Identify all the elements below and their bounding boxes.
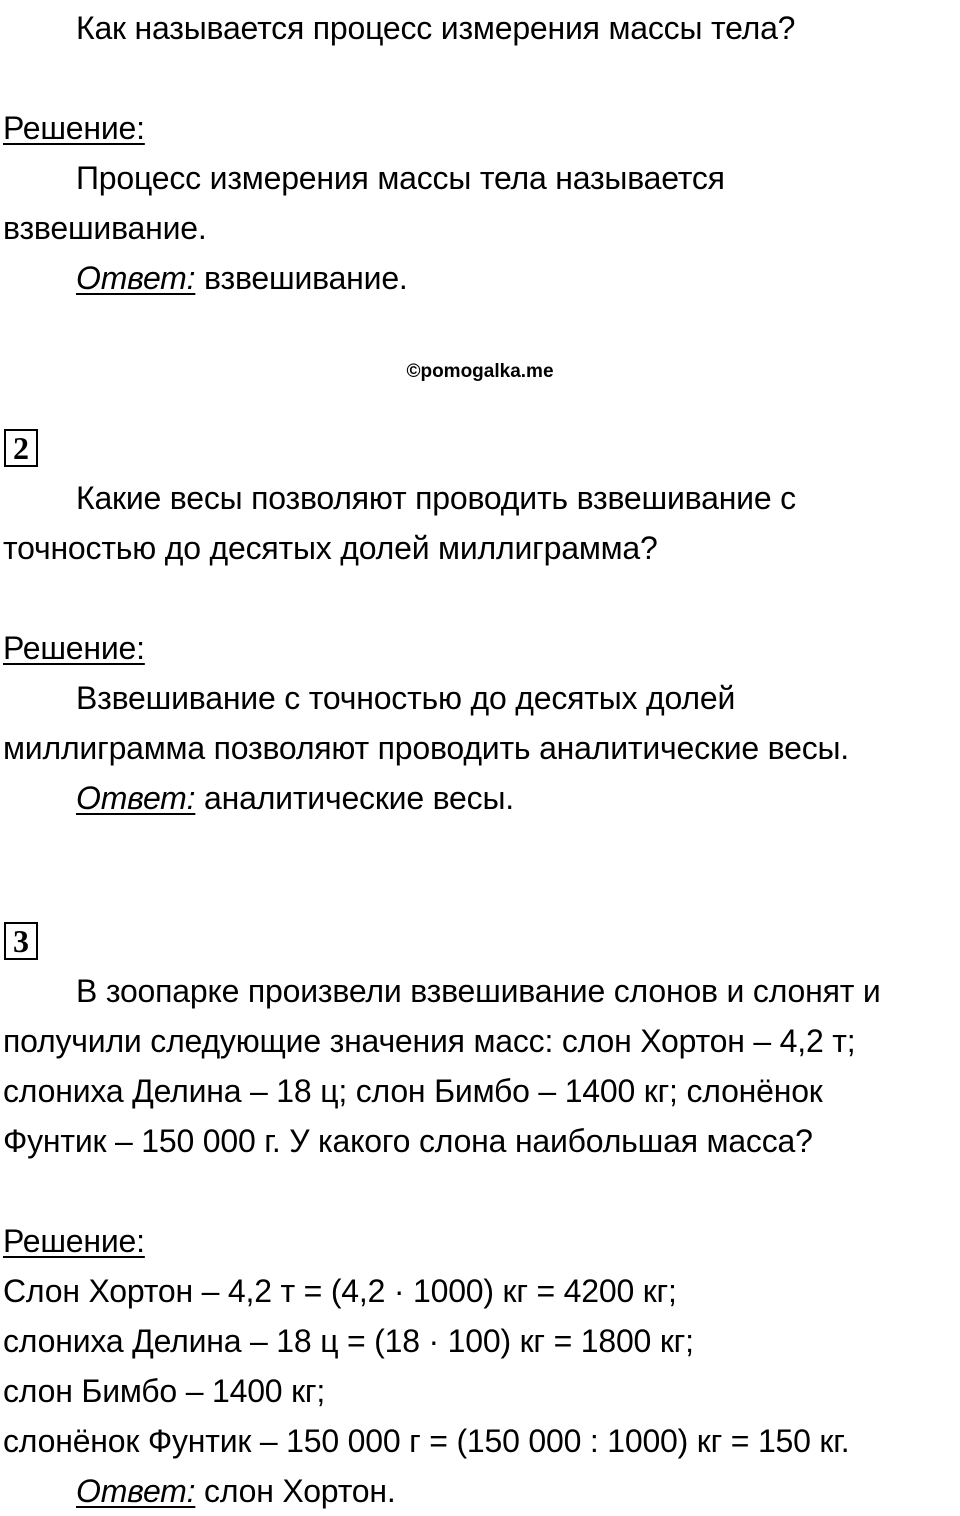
task2-question-line: точностью до десятых долей миллиграмма? bbox=[3, 530, 658, 566]
task3-answer bbox=[76, 1466, 952, 1516]
answer-text: взвешивание. bbox=[195, 260, 408, 296]
task2-question-line: Какие весы позволяют проводить взвешивание с bbox=[76, 480, 796, 516]
task2-answer bbox=[76, 773, 952, 823]
answer-label: Ответ: bbox=[76, 260, 196, 296]
task2-solution-line: миллиграмма позволяют проводить аналитические весы. bbox=[3, 730, 849, 766]
task1-solution-line: Процесс измерения массы тела называется bbox=[76, 160, 725, 196]
task1-solution-line: взвешивание. bbox=[3, 210, 207, 246]
answer-label: Ответ: bbox=[76, 1473, 196, 1509]
task3-solution-line: Слон Хортон – 4,2 т = (4,2 · 1000) кг = 4200 кг; bbox=[3, 1273, 677, 1309]
task1-answer bbox=[76, 253, 952, 303]
task3-solution-line: слонёнок Фунтик – 150 000 г = (150 000 : 1000) кг = 150 кг. bbox=[3, 1423, 850, 1459]
task1-solution-label: Решение: bbox=[3, 110, 145, 146]
answer-label: Ответ: bbox=[76, 780, 196, 816]
task3-question-line: слониха Делина – 18 ц; слон Бимбо – 1400 кг; слонёнок bbox=[3, 1073, 823, 1109]
task3-solution-line: слониха Делина – 18 ц = (18 · 100) кг = 1800 кг; bbox=[3, 1323, 694, 1359]
task3-solution-line: слон Бимбо – 1400 кг; bbox=[3, 1373, 326, 1409]
task3-question-line: Фунтик – 150 000 г. У какого слона наибольшая масса? bbox=[3, 1123, 813, 1159]
answer-text: аналитические весы. bbox=[195, 780, 514, 816]
task3-number-box: 3 bbox=[4, 922, 38, 960]
task2-solution-label: Решение: bbox=[3, 630, 145, 666]
task1-question: Как называется процесс измерения массы тела? bbox=[76, 10, 796, 46]
task2-number-box: 2 bbox=[4, 429, 38, 467]
task3-question-line: получили следующие значения масс: слон Хортон – 4,2 т; bbox=[3, 1023, 856, 1059]
watermark: ©pomogalka.me bbox=[406, 361, 554, 382]
task3-solution-label: Решение: bbox=[3, 1223, 145, 1259]
task2-solution-line: Взвешивание с точностью до десятых долей bbox=[76, 680, 736, 716]
task3-question-line: В зоопарке произвели взвешивание слонов и слонят и bbox=[76, 973, 881, 1009]
answer-text: слон Хортон. bbox=[195, 1473, 396, 1509]
